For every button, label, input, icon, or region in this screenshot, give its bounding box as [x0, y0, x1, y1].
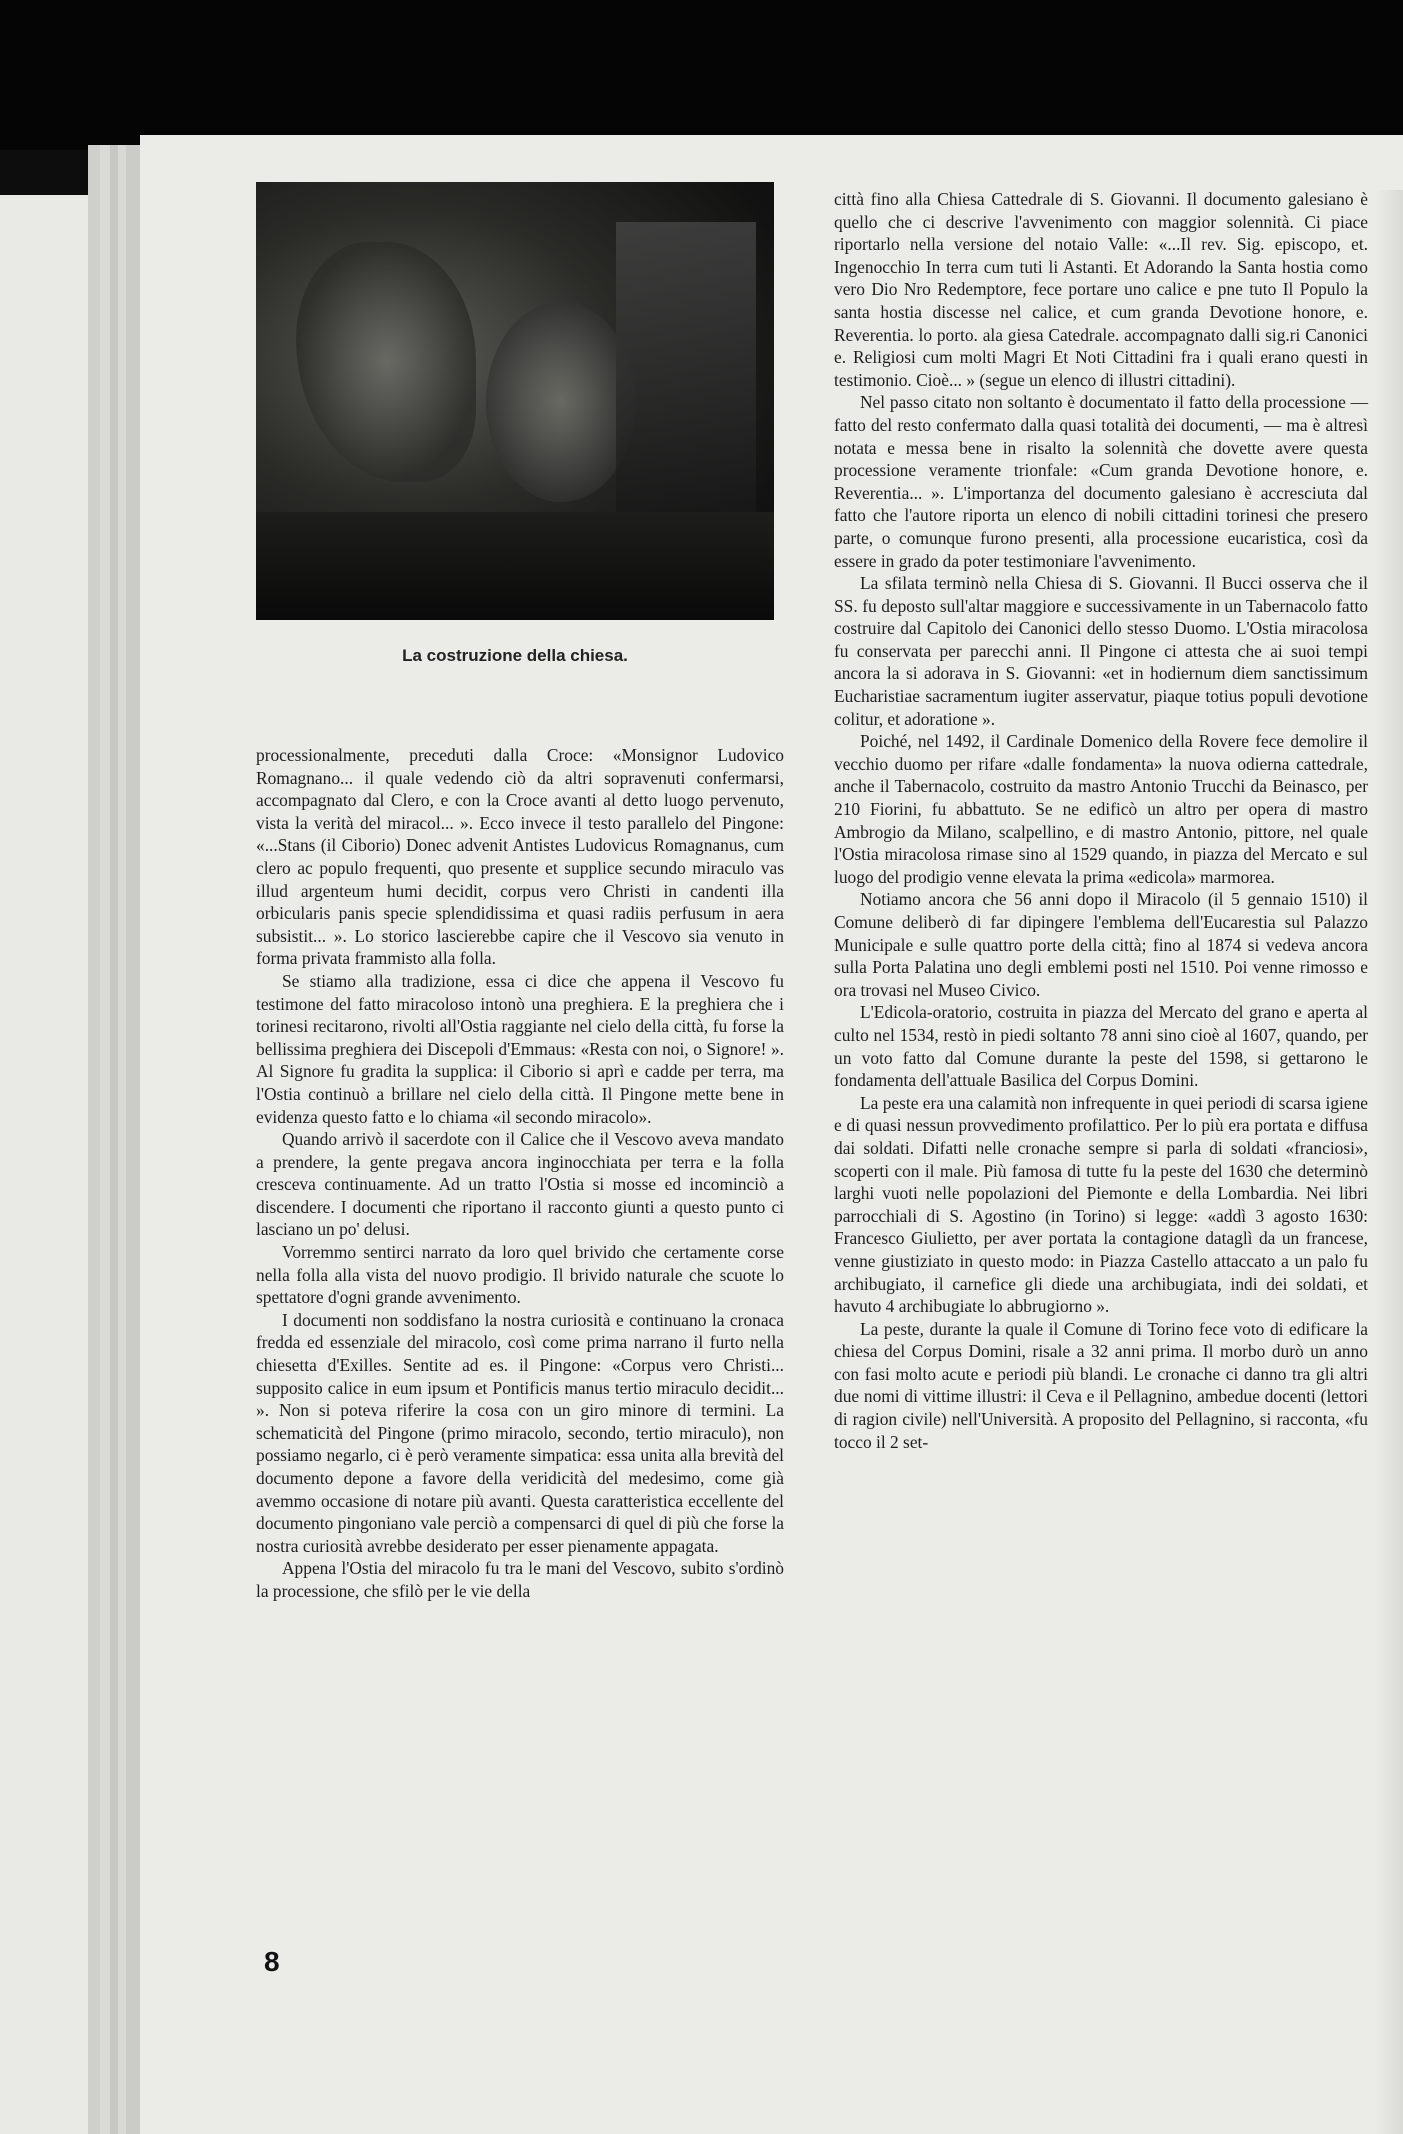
paragraph: Appena l'Ostia del miracolo fu tra le mani del Vescovo, subito s'ordinò la processione, che sfilò per le vie della [256, 1558, 784, 1601]
photo-ground-shape [256, 512, 774, 620]
right-text-column [834, 188, 1368, 1453]
paragraph: Vorremmo sentirci narrato da loro quel brivido che certamente corse nella folla alla vista del nuovo prodigio. Il brivido naturale che scuote lo spettatore d'ogni grande avvenimento. [256, 1242, 784, 1308]
paragraph: Se stiamo alla tradizione, essa ci dice che appena il Vescovo fu testimone del fatto miracoloso intonò una preghiera. E la preghiera che i torinesi recitarono, rivolti all'Ostia raggiante nel cielo della città, fu forse la bellissima preghiera dei Discepoli d'Emmaus: «Resta con noi, o Signore! ». Al Signore fu gradita la supplica: il Ciborio si aprì e cadde per terra, ma l'Ostia continuò a brillare nel cielo della città. Il Pingone mette bene in evidenza questo fatto e lo chiama «il secondo miracolo». [256, 970, 784, 1127]
paragraph: La peste, durante la quale il Comune di Torino fece voto di edificare la chiesa del Corpus Domini, risale a 32 anni prima. Il morbo durò un anno con fasi molto acute e periodi più blandi. Le cronache ci danno tra gli altri due nomi di vittime illustri: il Ceva e il Pellagnino, ambedue docenti (lettori di ragion civile) nell'Università. A proposito del Pellagnino, si racconta, «fu tocco il 2 set- [834, 1318, 1368, 1452]
paragraph: città fino alla Chiesa Cattedrale di S. Giovanni. Il documento galesiano è quello che ci descrive l'avvenimento con maggior solennità. Ci piace riportarlo nella versione del notaio Valle: «...Il rev. Sig. episcopo, et. Ingenocchio In terra cum tuti li Astanti. Et Adorando la Santa hostia como vero Dio Nro Redemptore, fece portare uno calice e pne tuto Il Populo la santa hostia discesse nel calice, et cum granda Devotione honore, e. Reverentia. lo porto. ala giesa Catedrale. accompagnato dalli sig.ri Canonici e. Religiosi cum molti Magri Et Noti Cittadini fra i quali erano questi in testimonio. Cioè... » (segue un elenco di illustri cittadini). [834, 189, 1368, 390]
left-text-column [256, 744, 784, 1603]
photo-figure-shape [296, 242, 476, 482]
paragraph: I documenti non soddisfano la nostra curiosità e continuano la cronaca fredda ed essenziale del miracolo, così come prima narrano il furto nella chiesetta d'Exilles. Sentite ad es. il Pingone: «Corpus vero Christi... supposito calice in eum ipsum et Pontificis manus tertio miraculo decidit... ». Non si poteva riferire la cosa con un giro minore di termini. La schematicità del Pingone (primo miracolo, secondo, tertio miraculo), non possiamo negarlo, ci è però veramente simpatica: essa unita alla brevità del documento depone a favore della veridicità del medesimo, come già avemmo occasione di notare più avanti. Questa caratteristica eccellente del documento pingoniano vale perciò a compensarci di quel di più che forse la nostra curiosità avrebbe desiderato per esser pienamente appagata. [256, 1309, 784, 1556]
scan-right-shadow [1375, 190, 1403, 2134]
paragraph: Poiché, nel 1492, il Cardinale Domenico della Rovere fece demolire il vecchio duomo per rifare «dalle fondamenta» la nuova odierna cattedrale, anche il Tabernacolo, costruito da mastro Antonio Trucchi da Beinasco, per 210 Fiorini, fu abbattuto. Se ne edificò un altro per opera di mastro Ambrogio da Milano, scalpellino, e di mastro Antonio, pittore, nel quale l'Ostia miracolosa rimase sino al 1529 quando, in piazza del Mercato e sul luogo del prodigio venne elevata la prima «edicola» marmorea. [834, 731, 1368, 887]
paragraph: Nel passo citato non soltanto è documentato il fatto della processione — fatto del resto confermato dalla quasi totalità dei documenti, — ma è altresì notata e messa bene in risalto la solennità che dovette avere questa processione veramente trionfale: «Cum granda Devotione honore, e. Reverentia... ». L'importanza del documento galesiano è accresciuta dal fatto che l'autore riporta un elenco di nobili cittadini torinesi che presero parte, o comunque furono presenti, alla processione eucaristica, così da essere in grado da poter testimoniare l'avvenimento. [834, 392, 1368, 571]
photo-figure-shape [486, 302, 636, 502]
paragraph: L'Edicola-oratorio, costruita in piazza del Mercato del grano e aperta al culto nel 1534, restò in piedi soltanto 78 anni sino cioè al 1607, quando, per un voto fatto dal Comune durante la peste del 1598, si gettarono le fondamenta dell'attuale Basilica del Corpus Domini. [834, 1002, 1368, 1091]
church-construction-photo [256, 182, 774, 620]
photo-column-shape [616, 222, 756, 562]
paragraph: Notiamo ancora che 56 anni dopo il Miracolo (il 5 gennaio 1510) il Comune deliberò di far dipingere l'emblema dell'Eucarestia sul Palazzo Municipale e sulle quattro porte della città; fino al 1874 si vedeva ancora sulla Porta Palatina uno degli emblemi posti nel 1510. Poi venne rimosso e ora trovasi nel Museo Civico. [834, 889, 1368, 1000]
paragraph: Quando arrivò il sacerdote con il Calice che il Vescovo aveva mandato a prendere, la gente pregava ancora inginocchiata per terra e la folla cresceva continuamente. Ad un tratto l'Ostia si mosse ed incominciò a discendere. I documenti che riportano il racconto giunti a questo punto ci lasciano un po' delusi. [256, 1129, 784, 1240]
paragraph: La peste era una calamità non infrequente in quei periodi di scarsa igiene e di quasi nessun provvedimento profilattico. Per lo più era portata e diffusa dai soldati. Difatti nelle cronache sempre si parla di soldati «franciosi», scoperti con il male. Più famosa di tutte fu la peste del 1630 che determinò larghi vuoti nelle popolazioni del Piemonte e della Lombardia. Nei libri parrocchiali di S. Agostino (in Torino) si legge: «addì 3 agosto 1630: Francesco Giulietto, per aver portata la contagione dataglì da un francese, venne giustiziato in questo modo: in Piazza Castello attaccato a un palo fu archibugiato, il carnefice gli diede una archibugiata, indi dei soldati, et havuto 4 archibugiate lo abbrugiorno ». [834, 1092, 1368, 1317]
paragraph: La sfilata terminò nella Chiesa di S. Giovanni. Il Bucci osserva che il SS. fu deposto sull'altar maggiore e successivamente in un Tabernacolo fatto costruire dal Capitolo dei Canonici dello stesso Duomo. L'Ostia miracolosa fu conservata per parecchi anni. Il Pingone ci attesta che ai suoi tempi ancora la si adorava in S. Giovanni: «et in hodiernum diem sanctissimum Eucharistiae sacramentum iugiter asservatur, piaque totius populi devotione colitur, et adoratione ». [834, 573, 1368, 729]
photo-caption: La costruzione della chiesa. [402, 646, 628, 665]
paragraph: processionalmente, preceduti dalla Croce: «Monsignor Ludovico Romagnano... il quale vedendo ciò da altri sopravenuti confermarsi, accompagnato dal Clero, e con la Croce avanti al detto luogo pervenuto, vista la verità del miracol... ». Ecco invece il testo parallelo del Pingone: «...Stans (il Ciborio) Donec advenit Antistes Ludovicus Romagnanus, cum clero ac populo frequenti, quo presente et supplice secundo miraculo vas illud argenteum humi decidit, corpus vero Christi in candenti illa orbicularis panis specie splendidissima et quasi radiis perfusum in aera subsistit... ». Lo storico lascierebbe capire che il Vescovo sia venuto in forma privata frammisto alla folla. [256, 745, 784, 969]
page-number: 8 [264, 1946, 280, 1977]
